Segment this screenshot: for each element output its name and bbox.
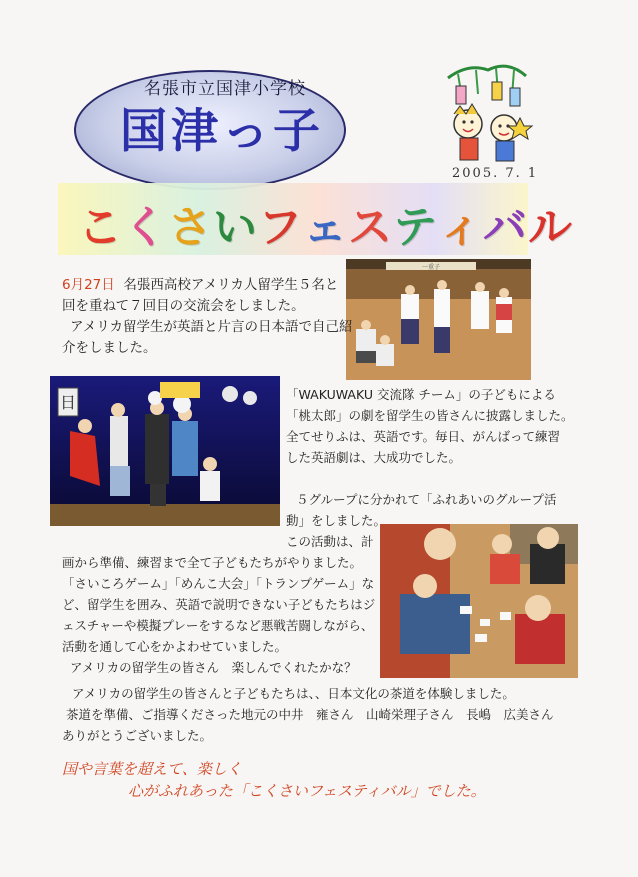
newsletter-title: 国津っ子: [120, 104, 324, 159]
photo-group-activity: [380, 524, 578, 678]
paragraph-2-line-3: 全てせりふは、英語です。毎日、がんばって練習: [286, 429, 561, 444]
paragraph-3-line-3: この活動は、計: [286, 534, 374, 549]
banner-char: い: [213, 202, 258, 253]
paragraph-3-line-4: 画から準備、練習まで全て子どもたちがやりました。: [62, 555, 363, 570]
event-date: 6月27日: [62, 277, 115, 293]
stage-sign-text: 日: [59, 393, 77, 412]
paragraph-3-line-6: ど、留学生を囲み、英語で説明できない子どもたちはジ: [62, 597, 376, 612]
banner-char: ス: [348, 202, 393, 253]
banner-char: ル: [528, 202, 573, 253]
banner-char: こ: [78, 202, 123, 253]
school-name: 名張市立国津小学校: [144, 79, 306, 99]
banner-char: ィ: [438, 202, 483, 253]
banner-char: さ: [168, 202, 213, 253]
paragraph-3-line-2: 動」をしました。: [286, 513, 387, 528]
photo-gymnasium-exchange: [346, 259, 531, 380]
photo-momotaro-play: [50, 376, 280, 526]
paragraph-2-line-1: 「WAKUWAKU 交流隊 チーム」の子どもによる: [286, 387, 556, 402]
paragraph-2-line-4: した英語劇は、大成功でした。: [286, 450, 462, 465]
tanabata-mascot-illustration: [438, 58, 534, 168]
banner-char: く: [123, 202, 168, 253]
gym-banner-text: 一重子: [421, 264, 441, 271]
banner-char: テ: [393, 202, 438, 253]
paragraph-1-line-4: 介をしました。: [62, 340, 157, 356]
banner-char: バ: [483, 202, 528, 253]
paragraph-2-line-2: 「桃太郎」の劇を留学生の皆さんに披露しました。: [286, 408, 574, 423]
paragraph-3-line-8: 活動を通して心をかよわせていました。: [62, 639, 288, 654]
paragraph-1-line-3: アメリカ留学生が英語と片言の日本語で自己紹: [70, 319, 353, 335]
paragraph-3-line-9: アメリカの留学生の皆さん 楽しんでくれたかな？: [70, 660, 357, 675]
paragraph-3-line-5: 「さいころゲーム」「めんこ大会」「トランプゲーム」な: [62, 576, 375, 591]
paragraph-3-line-7: ェスチャーや模擬プレーをするなど悪戦苦闘しながら、: [62, 618, 374, 633]
closing-line-2: 心がふれあった「こくさいフェスティバル」でした。: [128, 782, 486, 800]
issue-date: 2005. 7. 1: [452, 166, 539, 181]
paragraph-4-line-2: 茶道を準備、ご指導くださった地元の中井 雍さん 山崎栄理子さん 長嶋 広美さん: [66, 707, 554, 722]
banner-char: フ: [258, 202, 303, 253]
festival-banner-title: [78, 191, 573, 255]
closing-line-1: 国や言葉を超えて、楽しく: [62, 760, 242, 778]
banner-char: ェ: [303, 202, 348, 253]
paragraph-1-line-1: 6月27日 名張西高校アメリカ人留学生５名と: [62, 277, 339, 293]
paragraph-4-line-3: ありがとうございました。: [62, 728, 213, 743]
paragraph-1-line-2: 回を重ねて７回目の交流会をしました。: [62, 298, 305, 314]
paragraph-4-line-1: アメリカの留学生の皆さんと子どもたちは、、日本文化の茶道を体験しました。: [72, 686, 515, 701]
paragraph-3-line-1: ５グループに分かれて「ふれあいのグループ活: [296, 492, 557, 507]
